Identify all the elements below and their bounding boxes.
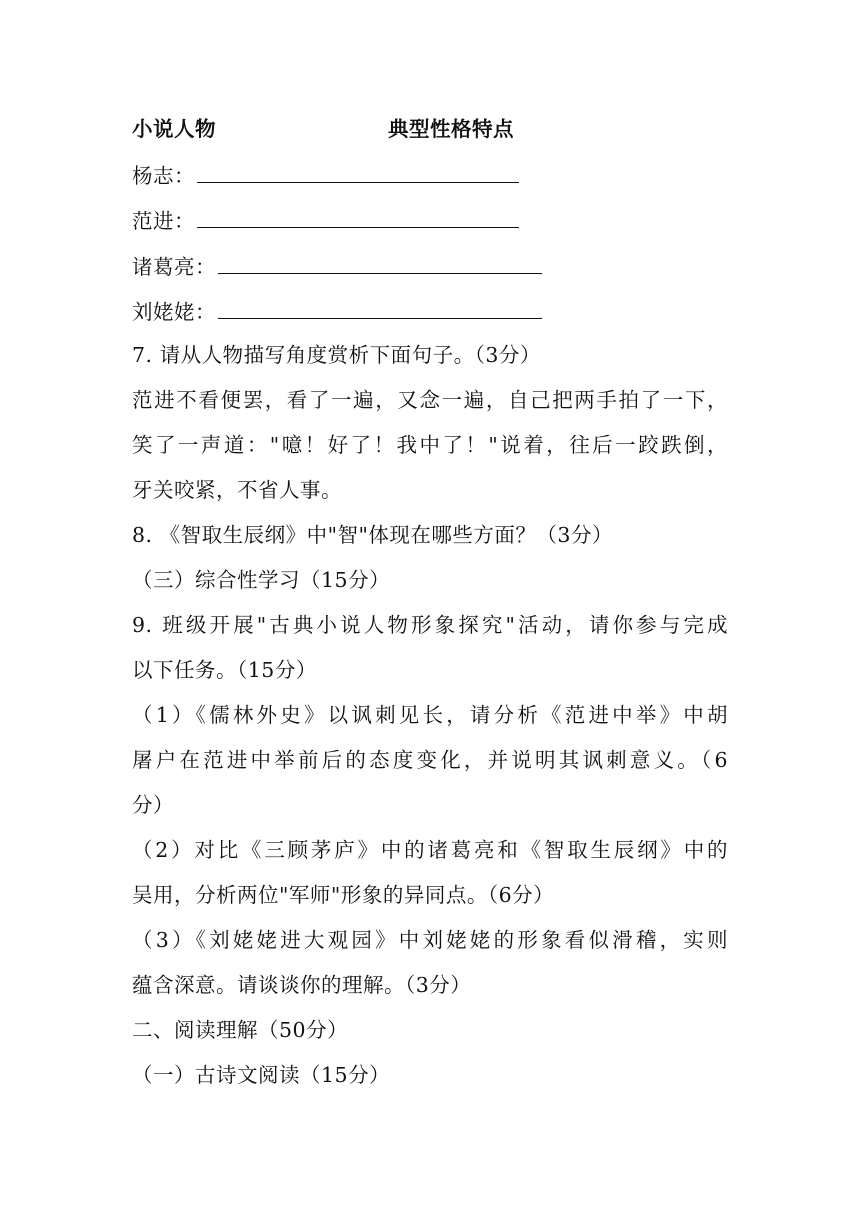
section-reading-comprehension: 二、阅读理解（50分）	[132, 1018, 349, 1042]
character-name: 刘姥姥：	[132, 300, 216, 324]
task-3-line-1: （3）《刘姥姥进大观园》中刘姥姥的形象看似滑稽，实则	[132, 928, 728, 952]
answer-blank[interactable]	[218, 251, 542, 274]
quote-line-1: 范进不看便罢，看了一遍，又念一遍，自己把两手拍了一下，	[132, 388, 728, 412]
answer-blank[interactable]	[218, 296, 542, 319]
task-2-line-2: 吴用，分析两位"军师"形象的异同点。（6分）	[132, 883, 555, 907]
section-classical-poetry: （一）古诗文阅读（15分）	[132, 1063, 391, 1087]
character-name: 杨志：	[132, 164, 195, 188]
character-row-liulaolao	[132, 296, 542, 326]
character-row-yangzhi	[132, 160, 519, 190]
task-1-line-3: 分）	[132, 793, 174, 817]
header-character: 小说人物	[132, 117, 216, 141]
task-3-line-2: 蕴含深意。请谈谈你的理解。（3分）	[132, 973, 472, 997]
task-1-line-1: （1）《儒林外史》以讽刺见长，请分析《范进中举》中胡	[132, 703, 728, 727]
header-traits: 典型性格特点	[388, 117, 514, 141]
quote-line-3: 牙关咬紧，不省人事。	[132, 478, 342, 502]
task-1-line-2: 屠户在范进中举前后的态度变化，并说明其讽刺意义。（6	[132, 748, 728, 772]
answer-blank[interactable]	[197, 160, 519, 183]
task-2-line-1: （2）对比《三顾茅庐》中的诸葛亮和《智取生辰纲》中的	[132, 838, 728, 862]
section-comprehensive-study: （三）综合性学习（15分）	[132, 568, 391, 592]
character-row-fanjin	[132, 205, 519, 235]
character-name: 范进：	[132, 209, 195, 233]
question-9-line-1: 9. 班级开展"古典小说人物形象探究"活动，请你参与完成	[132, 613, 728, 637]
character-row-zhugeliang	[132, 251, 542, 281]
character-name: 诸葛亮：	[132, 255, 216, 279]
question-9-line-2: 以下任务。（15分）	[132, 658, 317, 682]
quote-line-2: 笑了一声道："噫！好了！我中了！"说着，往后一跤跌倒，	[132, 433, 728, 457]
question-7: 7. 请从人物描写角度赏析下面句子。（3分）	[132, 343, 541, 367]
question-8: 8. 《智取生辰纲》中"智"体现在哪些方面？（3分）	[132, 523, 613, 547]
answer-blank[interactable]	[197, 205, 519, 228]
table-header	[132, 115, 514, 143]
